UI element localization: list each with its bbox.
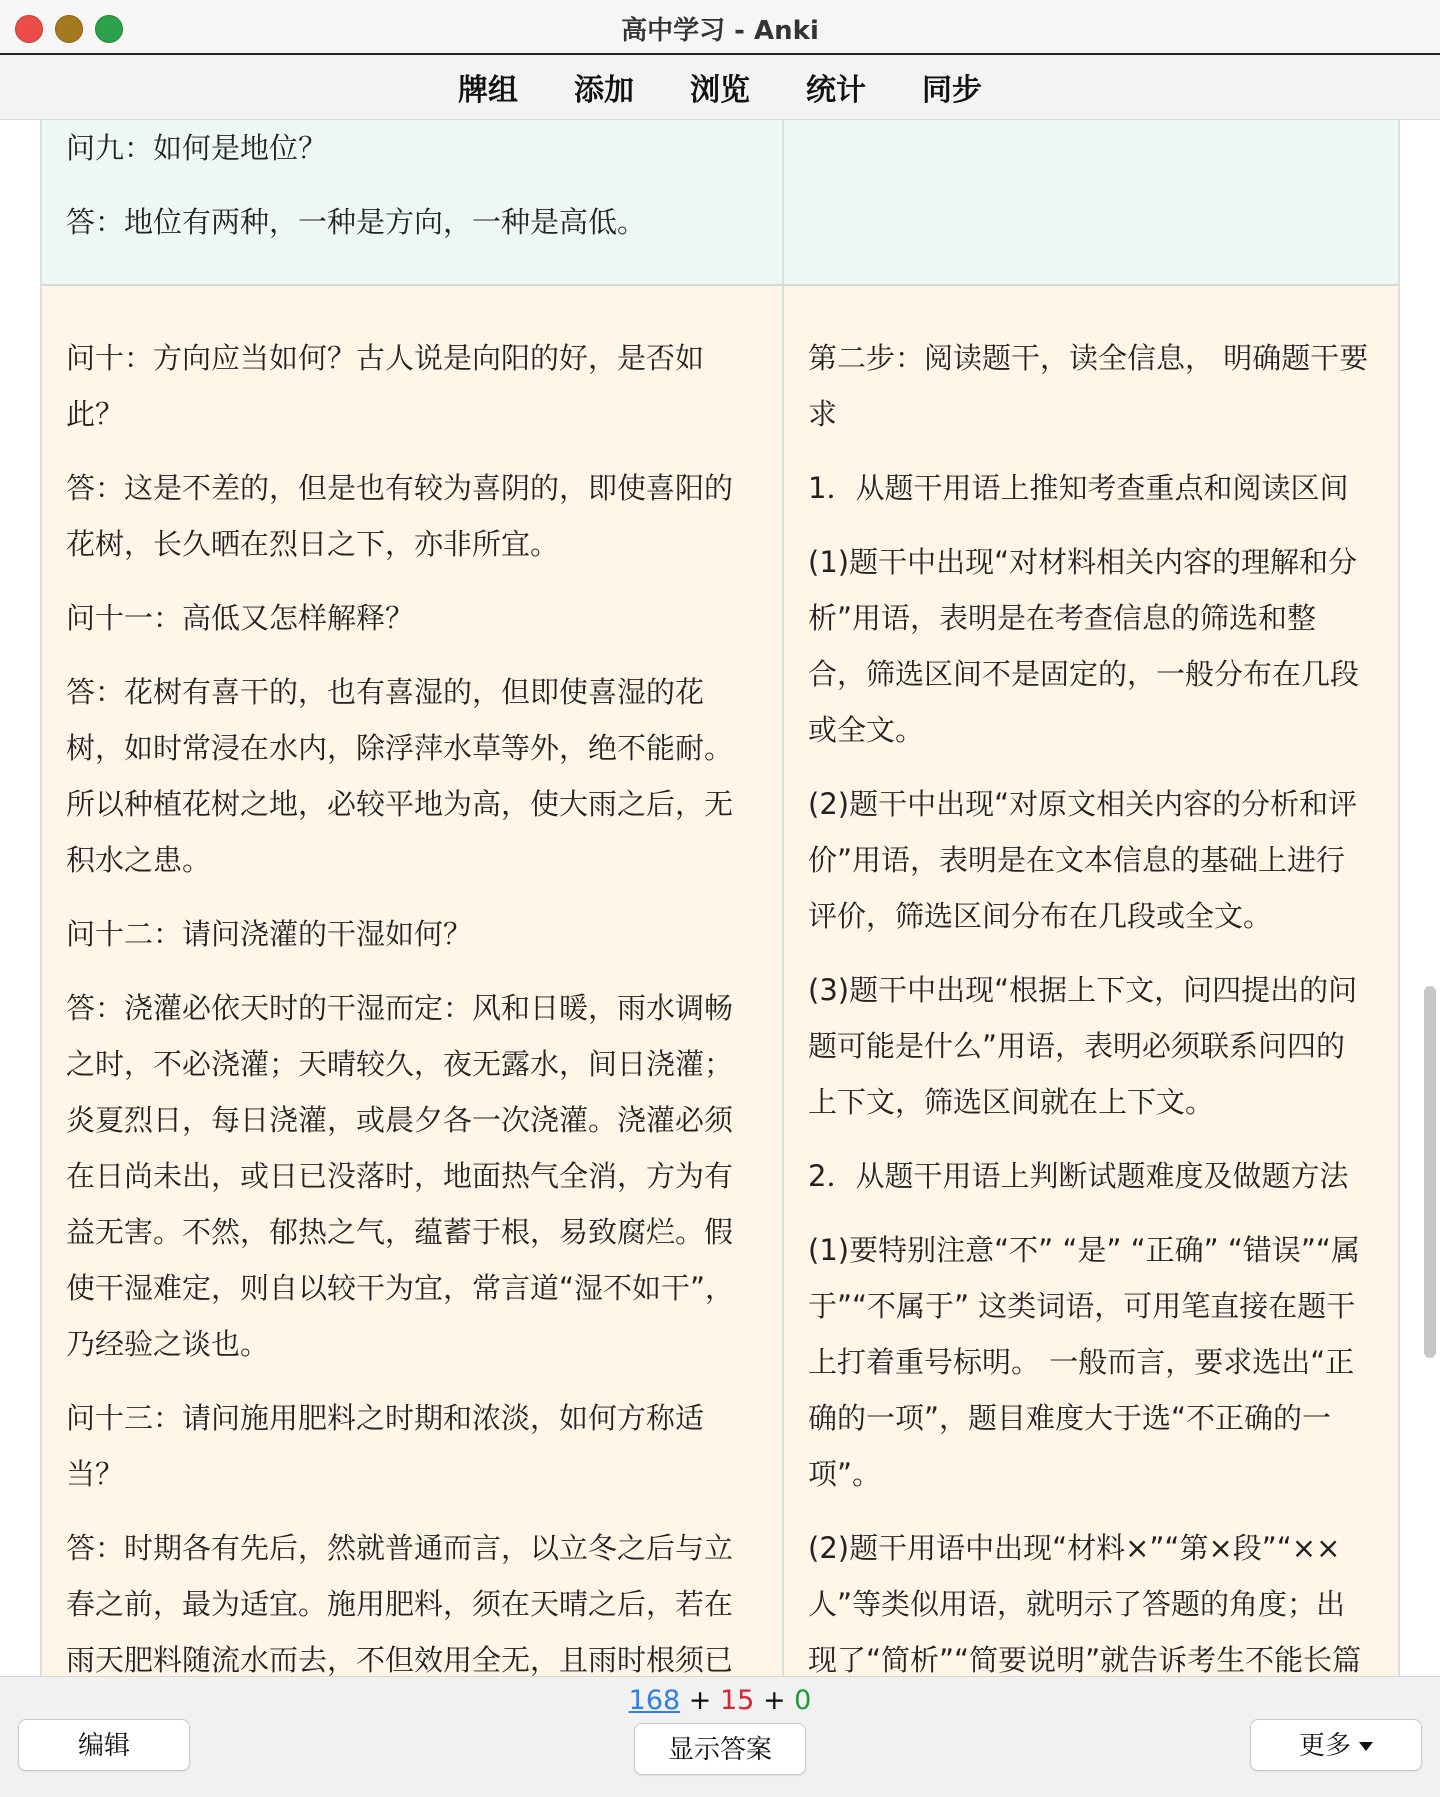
question-text: 问十二：请问浇灌的干湿如何？ — [66, 917, 473, 951]
learn-count: 15 — [720, 1685, 755, 1716]
right-paragraph: 第二步：阅读题干，读全信息， 明确题干要求 — [808, 341, 1369, 431]
answer-text: 答：浇灌必依天时的干湿而定：风和日暖，雨水调畅之时，不必浇灌；天晴较久，夜无露水，间日浇灌；炎夏烈日，每日浇灌，或晨夕各一次浇灌。浇灌必须在日尚未出，或日已没落时，地面热气全消，方为有益无害。不然，郁热之气，蕴蓄于根，易致腐烂。假使干湿难定，则自以较干为宜，常言道“湿不如干”，乃经验之谈也。 — [66, 991, 735, 1361]
main-toolbar — [0, 55, 1440, 120]
right-paragraph: (2)题干用语中出现“材料×”“第×段”“××人”等类似用语，就明示了答题的角度；出现了“简析”“简要说明”就告诉考生不能长篇 — [808, 1531, 1362, 1676]
more-button[interactable] — [1250, 1719, 1422, 1771]
card-cell-left — [42, 286, 784, 1676]
card-cell-top-right — [784, 120, 1398, 284]
toolbar-sync[interactable]: 同步 — [922, 73, 982, 108]
toolbar-decks[interactable]: 牌组 — [458, 73, 518, 108]
chevron-down-icon — [1359, 1742, 1373, 1751]
answer-text: 答：时期各有先后，然就普通而言，以立冬之后与立春之前，最为适宜。施用肥料，须在天晴之后，若在雨天肥料随流水而去，不但效用全无，且雨时根须已 — [66, 1531, 734, 1676]
question-text: 问十：方向应当如何？古人说是向阳的好，是否如此？ — [66, 341, 705, 431]
card-cell-top-left — [42, 120, 784, 284]
right-paragraph: (2)题干中出现“对原文相关内容的分析和评价”用语，表明是在文本信息的基础上进行评价，筛选区间分布在几段或全文。 — [808, 787, 1358, 933]
edit-button[interactable] — [18, 1719, 190, 1771]
toolbar-browse[interactable]: 浏览 — [690, 73, 750, 108]
answer-text: 答：这是不差的，但是也有较为喜阴的，即使喜阳的花树，长久晒在烈日之下，亦非所宜。 — [66, 471, 734, 561]
answer-text: 答：地位有两种，一种是方向，一种是高低。 — [66, 205, 647, 239]
more-button-label: 更多 — [1298, 1731, 1351, 1761]
toolbar-stats[interactable]: 统计 — [806, 73, 866, 108]
card-content[interactable] — [0, 120, 1440, 1676]
right-paragraph: 1．从题干用语上推知考查重点和阅读区间 — [808, 471, 1349, 505]
right-paragraph: 2．从题干用语上判断试题难度及做题方法 — [808, 1159, 1349, 1193]
card-cell-right — [784, 286, 1398, 1676]
answer-text: 答：花树有喜干的，也有喜湿的，但即使喜湿的花树，如时常浸在水内，除浮萍水草等外，绝不能耐。所以种植花树之地，必较平地为高，使大雨之后，无积水之患。 — [66, 675, 734, 877]
right-paragraph: (1)要特别注意“不” “是” “正确” “错误”“属于”“不属于” 这类词语，可用笔直接在题干上打着重号标明。 一般而言，要求选出“正确的一项”，题目难度大于选“不正确的一项”。 — [808, 1233, 1360, 1491]
count-plus: + — [688, 1685, 712, 1716]
toolbar-add[interactable]: 添加 — [574, 73, 634, 108]
question-text: 问九：如何是地位？ — [66, 131, 328, 165]
edit-button-label: 编辑 — [77, 1731, 130, 1761]
window-title: 高中学习 - Anki — [621, 16, 819, 46]
right-paragraph: (1)题干中出现“对材料相关内容的理解和分析”用语，表明是在考查信息的筛选和整合，筛选区间不是固定的，一般分布在几段或全文。 — [808, 545, 1360, 747]
show-answer-button[interactable] — [634, 1723, 806, 1775]
bottom-bar — [0, 1676, 1440, 1797]
question-text: 问十一：高低又怎样解释？ — [66, 601, 415, 635]
window-titlebar — [0, 0, 1440, 55]
card-row-main — [40, 286, 1400, 1676]
count-plus: + — [762, 1685, 786, 1716]
new-count[interactable]: 168 — [628, 1685, 681, 1716]
show-answer-label: 显示答案 — [667, 1735, 772, 1765]
due-counts — [0, 1685, 1440, 1716]
question-text: 问十三：请问施用肥料之时期和浓淡，如何方称适当？ — [66, 1401, 705, 1491]
card-row-top — [40, 120, 1400, 286]
vertical-scrollbar[interactable] — [1424, 986, 1436, 1358]
review-count: 0 — [794, 1685, 812, 1716]
right-paragraph: (3)题干中出现“根据上下文，问四提出的问题可能是什么”用语，表明必须联系问四的上下文，筛选区间就在上下文。 — [808, 973, 1358, 1119]
